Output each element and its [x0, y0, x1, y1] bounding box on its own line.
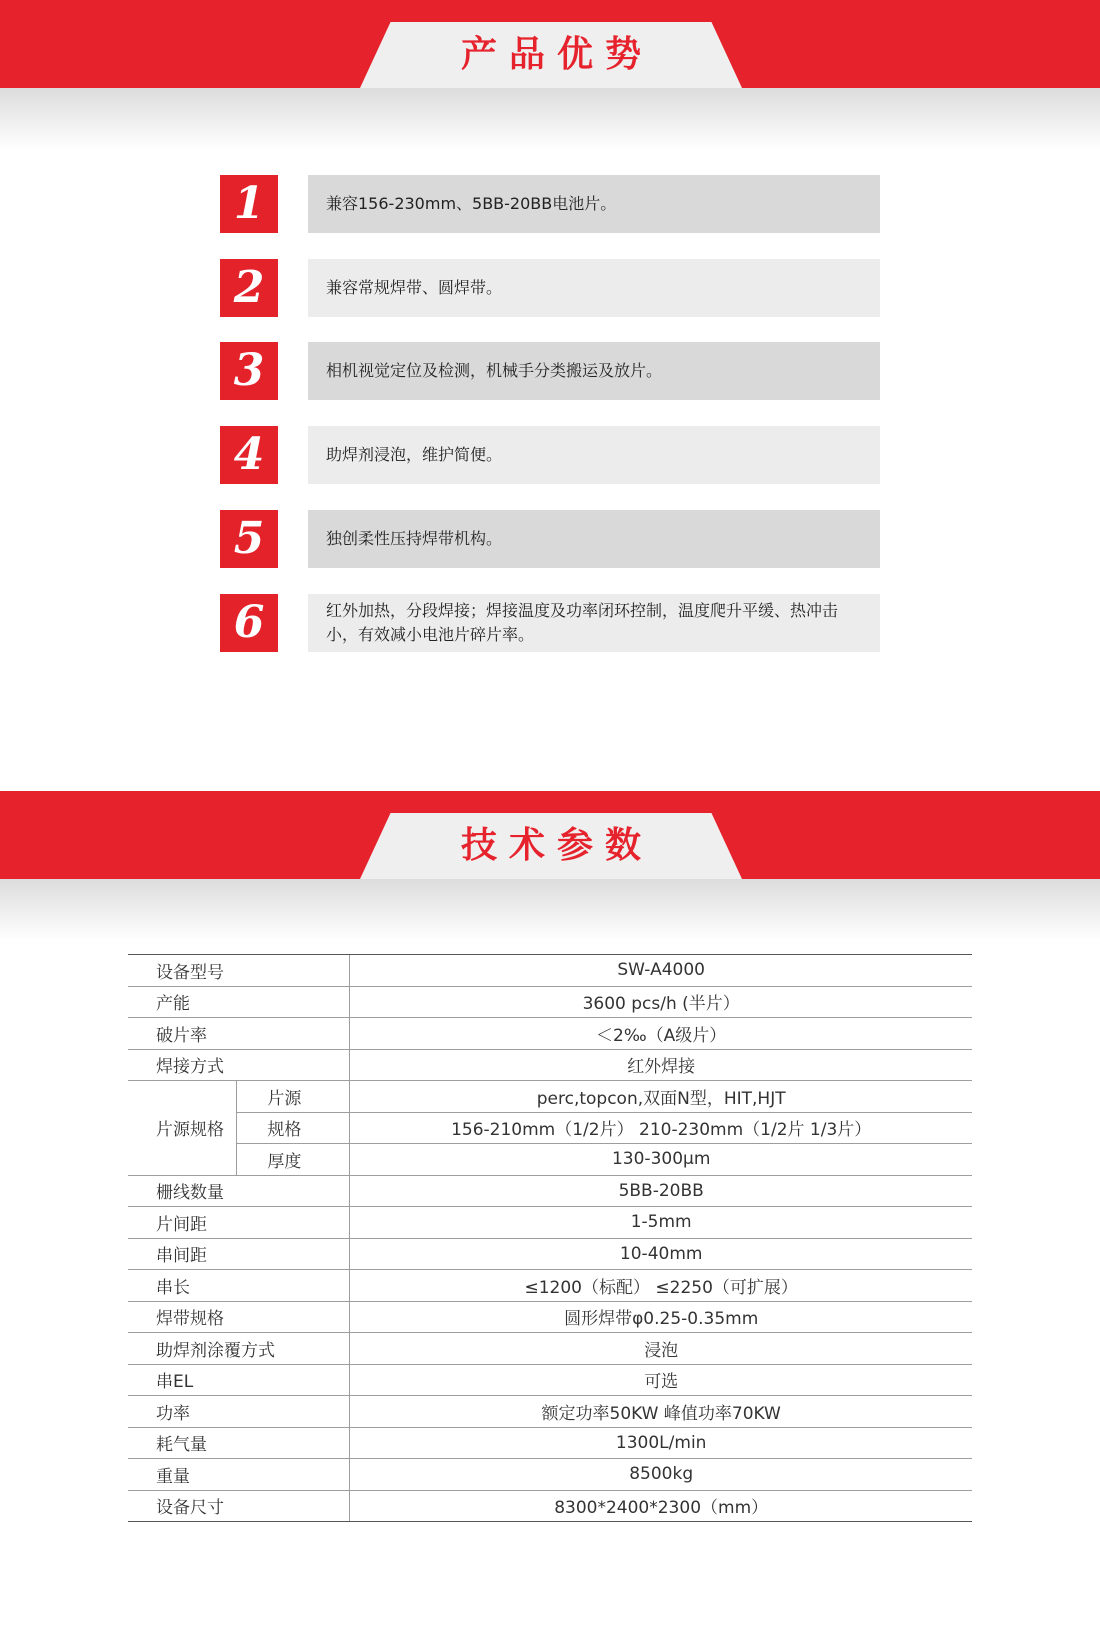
param-value: 圆形焊带φ0.25-0.35mm: [350, 1301, 972, 1333]
specs-banner: [0, 791, 1100, 941]
table-row: [128, 1112, 972, 1144]
table-row: [128, 1301, 972, 1333]
param-label: 破片率: [128, 1018, 350, 1050]
table-row: [128, 1175, 972, 1207]
table-row: [128, 1459, 972, 1491]
param-label: 串EL: [128, 1364, 350, 1396]
table-row: [128, 1144, 972, 1176]
table-row: [128, 1238, 972, 1270]
param-value: 红外焊接: [350, 1049, 972, 1081]
param-value: SW-A4000: [350, 955, 972, 987]
param-value: 可选: [350, 1364, 972, 1396]
table-row: [128, 1270, 972, 1302]
param-label: 产能: [128, 986, 350, 1018]
specs-table: [128, 954, 972, 1522]
feature-text-box: [308, 259, 880, 317]
banner-shadow: [0, 879, 1100, 941]
param-value: 130-300μm: [350, 1144, 972, 1176]
param-value: 3600 pcs/h (半片）: [350, 986, 972, 1018]
feature-item: [220, 594, 880, 652]
param-group-label: 片源规格: [128, 1081, 237, 1176]
table-row: [128, 1333, 972, 1365]
param-label: 重量: [128, 1459, 350, 1491]
param-label: 栅线数量: [128, 1175, 350, 1207]
param-value: 5BB-20BB: [350, 1175, 972, 1207]
table-row: [128, 1364, 972, 1396]
param-value: 8500kg: [350, 1459, 972, 1491]
feature-item: [220, 342, 880, 400]
feature-item: [220, 259, 880, 317]
param-label: 焊接方式: [128, 1049, 350, 1081]
feature-number: 3: [220, 342, 278, 400]
param-sub-label: 片源: [237, 1081, 350, 1113]
param-value: 10-40mm: [350, 1238, 972, 1270]
table-row: [128, 1427, 972, 1459]
feature-text-box: [308, 510, 880, 568]
param-label: 串长: [128, 1270, 350, 1302]
feature-number: 1: [220, 175, 278, 233]
param-value: ≤1200（标配） ≤2250（可扩展）: [350, 1270, 972, 1302]
param-value: 1-5mm: [350, 1207, 972, 1239]
param-value: ＜2‰（A级片）: [350, 1018, 972, 1050]
param-value: 1300L/min: [350, 1427, 972, 1459]
feature-text: 红外加热，分段焊接；焊接温度及功率闭环控制，温度爬升平缓、热冲击小，有效减小电池片碎片率。: [326, 601, 839, 644]
table-row: [128, 1049, 972, 1081]
feature-text-box: [308, 594, 880, 652]
feature-text-box: [308, 175, 880, 233]
param-label: 焊带规格: [128, 1301, 350, 1333]
param-label: 耗气量: [128, 1427, 350, 1459]
feature-text-box: [308, 342, 880, 400]
param-value: perc,topcon,双面N型，HIT,HJT: [350, 1081, 972, 1113]
feature-number: 6: [220, 594, 278, 652]
table-row: [128, 1396, 972, 1428]
feature-number: 4: [220, 426, 278, 484]
feature-text: 兼容156-230mm、5BB-20BB电池片。: [326, 194, 617, 213]
advantages-banner: [0, 0, 1100, 150]
param-label: 片间距: [128, 1207, 350, 1239]
advantages-title: 产品优势: [460, 34, 653, 75]
feature-number: 2: [220, 259, 278, 317]
feature-item: [220, 426, 880, 484]
param-value: 8300*2400*2300（mm）: [350, 1490, 972, 1522]
feature-item: [220, 175, 880, 233]
feature-text: 相机视觉定位及检测，机械手分类搬运及放片。: [326, 361, 663, 380]
param-sub-label: 规格: [237, 1112, 350, 1144]
table-row: [128, 1207, 972, 1239]
param-value: 额定功率50KW 峰值功率70KW: [350, 1396, 972, 1428]
param-value: 浸泡: [350, 1333, 972, 1365]
feature-text-box: [308, 426, 880, 484]
feature-number: 5: [220, 510, 278, 568]
param-value: 156-210mm（1/2片） 210-230mm（1/2片 1/3片）: [350, 1112, 972, 1144]
table-row: [128, 1018, 972, 1050]
param-label: 设备型号: [128, 955, 350, 987]
param-label: 助焊剂涂覆方式: [128, 1333, 350, 1365]
feature-text: 兼容常规焊带、圆焊带。: [326, 278, 503, 297]
banner-shadow: [0, 88, 1100, 150]
param-label: 设备尺寸: [128, 1490, 350, 1522]
feature-text: 独创柔性压持焊带机构。: [326, 529, 503, 548]
feature-item: [220, 510, 880, 568]
feature-text: 助焊剂浸泡，维护简便。: [326, 445, 503, 464]
param-label: 功率: [128, 1396, 350, 1428]
table-row: [128, 955, 972, 987]
table-row: [128, 1081, 972, 1113]
specs-title: 技术参数: [460, 825, 653, 866]
table-row: [128, 1490, 972, 1522]
param-label: 串间距: [128, 1238, 350, 1270]
table-row: [128, 986, 972, 1018]
param-sub-label: 厚度: [237, 1144, 350, 1176]
